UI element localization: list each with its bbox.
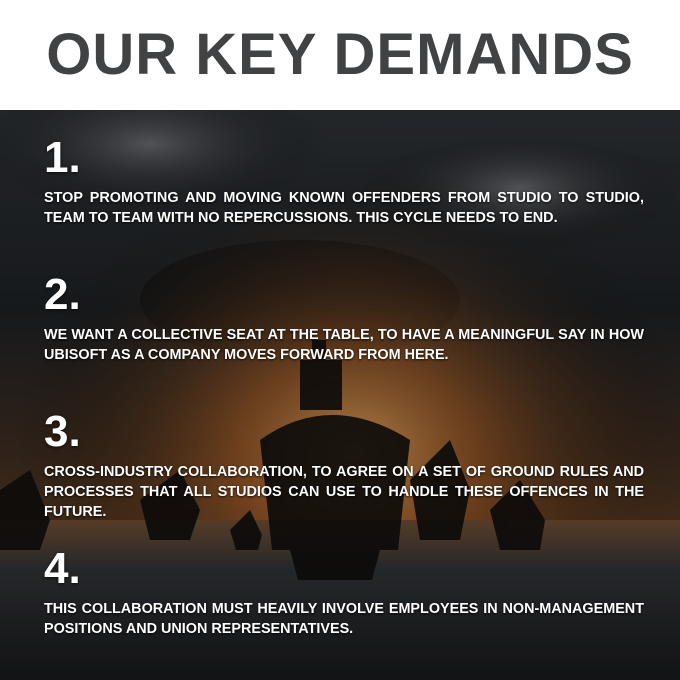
demand-2	[44, 270, 644, 365]
background-image	[0, 110, 680, 680]
demand-text: CROSS-INDUSTRY COLLABORATION, TO AGREE ON A SET OF GROUND RULES AND PROCESSES THAT ALL STUDIOS CAN USE TO HANDLE THESE OFFENCES IN THE FUTURE.	[44, 464, 644, 520]
page-title: OUR KEY DEMANDS	[46, 22, 634, 87]
demand-4	[44, 544, 644, 639]
demand-number: 1.	[44, 133, 81, 182]
header	[0, 0, 680, 110]
demand-number: 2.	[44, 270, 81, 319]
demand-text: STOP PROMOTING AND MOVING KNOWN OFFENDERS FROM STUDIO TO STUDIO, TEAM TO TEAM WITH NO REPERCUSSIONS. THIS CYCLE NEEDS TO END.	[44, 190, 644, 226]
demand-text: WE WANT A COLLECTIVE SEAT AT THE TABLE, TO HAVE A MEANINGFUL SAY IN HOW UBISOFT AS A COMPANY MOVES FORWARD FROM HERE.	[44, 327, 644, 363]
demand-text: THIS COLLABORATION MUST HEAVILY INVOLVE EMPLOYEES IN NON-MANAGEMENT POSITIONS AND UNION REPRESENTATIVES.	[44, 601, 644, 637]
demand-number: 3.	[44, 407, 81, 456]
demand-number: 4.	[44, 544, 81, 593]
demand-1	[44, 133, 644, 228]
demand-3	[44, 407, 644, 522]
